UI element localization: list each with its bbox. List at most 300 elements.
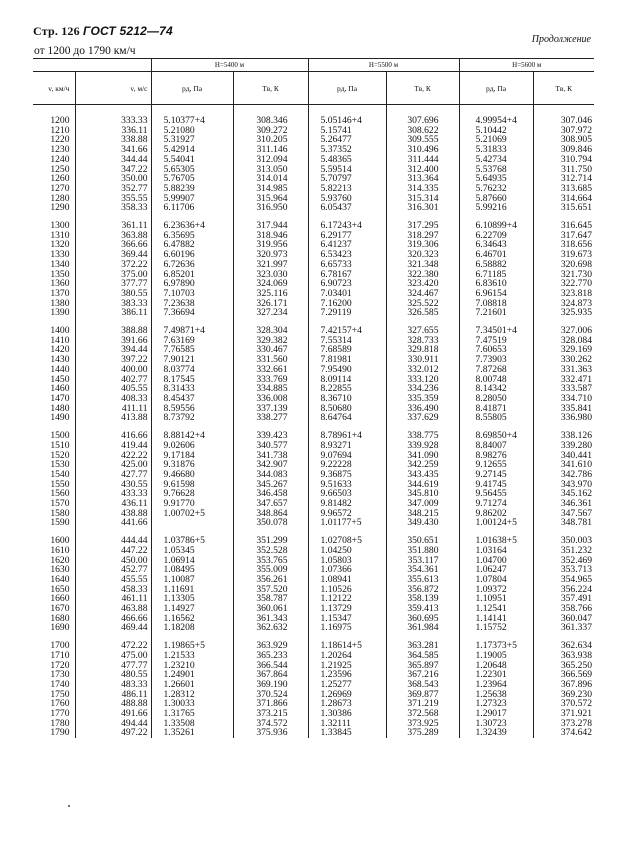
table-cell: 315.651 xyxy=(533,203,594,213)
table-cell: 356.224 xyxy=(533,585,594,595)
table-body xyxy=(33,105,594,739)
table-cell: 6.71185 xyxy=(459,270,533,280)
table-row xyxy=(33,240,594,250)
table-cell: 5.93760 xyxy=(308,194,386,204)
table-cell: 388.88 xyxy=(75,326,151,336)
table-cell: 8.69850+4 xyxy=(459,431,533,441)
table-row xyxy=(33,661,594,671)
table-row xyxy=(33,174,594,184)
table-row xyxy=(33,270,594,280)
table-cell: 7.23638 xyxy=(151,299,233,309)
table-row xyxy=(33,556,594,566)
table-cell: 1700 xyxy=(50,640,70,652)
table-cell: 1220 xyxy=(50,134,70,146)
table-cell: 1.08941 xyxy=(308,575,386,585)
table-cell: 1.28312 xyxy=(151,690,233,700)
col-t3: Tв, К xyxy=(533,72,594,105)
table-cell: 373.278 xyxy=(533,719,594,729)
table-cell: 367.896 xyxy=(533,680,594,690)
table-cell: 327.006 xyxy=(533,326,594,336)
table-row xyxy=(33,489,594,499)
table-cell: 1570 xyxy=(50,498,70,510)
group-h5400: H=5400 м xyxy=(151,59,308,72)
table-cell: 1620 xyxy=(50,554,70,566)
table-cell: 8.73792 xyxy=(151,413,233,423)
table-cell: 7.81981 xyxy=(308,355,386,365)
table-cell: 488.88 xyxy=(75,699,151,709)
table-cell: 1540 xyxy=(50,468,70,480)
table-cell: 369.190 xyxy=(233,680,308,690)
table-cell: 334.885 xyxy=(233,384,308,394)
table-cell: 335.841 xyxy=(533,404,594,414)
table-cell: 5.31833 xyxy=(459,145,533,155)
table-cell: 366.569 xyxy=(533,670,594,680)
table-cell: 1750 xyxy=(50,688,70,700)
table-cell: 436.11 xyxy=(75,499,151,509)
table-cell: 5.15741 xyxy=(308,126,386,136)
table-cell: 9.76628 xyxy=(151,489,233,499)
table-cell: 377.77 xyxy=(75,279,151,289)
table-cell: 333.33 xyxy=(75,116,151,126)
table-cell: 483.33 xyxy=(75,680,151,690)
table-cell: 7.21601 xyxy=(459,308,533,318)
table-cell: 318.656 xyxy=(533,240,594,250)
table-cell: 9.46680 xyxy=(151,470,233,480)
table-cell: 1.20648 xyxy=(459,661,533,671)
table-cell: 6.34643 xyxy=(459,240,533,250)
table-cell: 355.613 xyxy=(386,575,459,585)
table-cell: 408.33 xyxy=(75,394,151,404)
table-cell: 1.09372 xyxy=(459,585,533,595)
table-cell: 9.71274 xyxy=(459,499,533,509)
table-cell: 8.59556 xyxy=(151,404,233,414)
table-row xyxy=(33,404,594,414)
col-p3: pд, Па xyxy=(459,72,533,105)
table-cell: 308.905 xyxy=(533,135,594,145)
table-cell: 1.05803 xyxy=(308,556,386,566)
table-row xyxy=(33,546,594,556)
table-cell: 7.42157+4 xyxy=(308,326,386,336)
table-cell: 1360 xyxy=(50,278,70,290)
table-row xyxy=(33,116,594,126)
table-cell: 6.85201 xyxy=(151,270,233,280)
table-cell: 371.921 xyxy=(533,709,594,719)
table-cell: 336.490 xyxy=(386,404,459,414)
table-cell: 394.44 xyxy=(75,345,151,355)
table-cell: 324.467 xyxy=(386,289,459,299)
table-cell: 1350 xyxy=(50,268,70,280)
group-h5500: H=5500 м xyxy=(308,59,459,72)
table-cell: 9.66503 xyxy=(308,489,386,499)
table-cell: 362.632 xyxy=(233,623,308,633)
table-row xyxy=(33,623,594,633)
table-cell: 327.234 xyxy=(233,308,308,318)
table-cell: 333.120 xyxy=(386,375,459,385)
table-row xyxy=(33,451,594,461)
table-cell: 1.21533 xyxy=(151,651,233,661)
table-cell: 1.03164 xyxy=(459,546,533,556)
table-cell: 1.18208 xyxy=(151,623,233,633)
table-cell: 316.950 xyxy=(233,203,308,213)
table-cell: 5.64935 xyxy=(459,174,533,184)
table-cell: 6.46701 xyxy=(459,250,533,260)
table-cell: 1310 xyxy=(50,229,70,241)
table-cell: 1650 xyxy=(50,583,70,595)
table-cell: 348.781 xyxy=(533,518,594,528)
table-cell: 472.22 xyxy=(75,641,151,651)
table-cell: 5.10377+4 xyxy=(151,116,233,126)
table-row xyxy=(33,231,594,241)
table-cell: 1670 xyxy=(50,603,70,615)
table-cell: 307.972 xyxy=(533,126,594,136)
table-row xyxy=(33,365,594,375)
table-cell: 7.95490 xyxy=(308,365,386,375)
table-cell: 1.33508 xyxy=(151,719,233,729)
table-cell: 367.864 xyxy=(233,670,308,680)
table-cell: 324.069 xyxy=(233,279,308,289)
table-cell: 9.36875 xyxy=(308,470,386,480)
table-cell: 1440 xyxy=(50,363,70,375)
table-cell: 1.04250 xyxy=(308,546,386,556)
table-cell: 338.775 xyxy=(386,431,459,441)
table-cell: 8.03774 xyxy=(151,365,233,375)
table-cell: 477.77 xyxy=(75,661,151,671)
table-cell: 336.008 xyxy=(233,394,308,404)
table-row xyxy=(33,728,594,738)
table-cell: 370.572 xyxy=(533,699,594,709)
table-cell: 323.420 xyxy=(386,279,459,289)
table-cell: 7.16200 xyxy=(308,299,386,309)
table-row xyxy=(33,614,594,624)
table-cell: 441.66 xyxy=(75,518,151,528)
table-cell: 343.970 xyxy=(533,480,594,490)
table-cell: 1.14141 xyxy=(459,614,533,624)
table-row xyxy=(33,441,594,451)
table-cell: 8.78961+4 xyxy=(308,431,386,441)
table-cell: 336.11 xyxy=(75,126,151,136)
table-row xyxy=(33,155,594,165)
table-cell: 1690 xyxy=(50,622,70,634)
table-cell: 6.47882 xyxy=(151,240,233,250)
table-row xyxy=(33,431,594,441)
table-cell: 1240 xyxy=(50,153,70,165)
col-t2: Tв, К xyxy=(386,72,459,105)
table-cell: 1.20264 xyxy=(308,651,386,661)
table-cell: 366.544 xyxy=(233,661,308,671)
table-cell: 8.00748 xyxy=(459,375,533,385)
table-cell: 1.21925 xyxy=(308,661,386,671)
table-cell: 367.216 xyxy=(386,670,459,680)
table-cell: 363.281 xyxy=(386,641,459,651)
table-cell: 6.22709 xyxy=(459,231,533,241)
table-cell: 1.03786+5 xyxy=(151,536,233,546)
table-cell: 7.36694 xyxy=(151,308,233,318)
table-cell: 1.06914 xyxy=(151,556,233,566)
table-cell: 9.61598 xyxy=(151,480,233,490)
table-cell: 333.769 xyxy=(233,375,308,385)
table-cell: 9.91770 xyxy=(151,499,233,509)
table-cell: 314.985 xyxy=(233,184,308,194)
table-cell: 1.14927 xyxy=(151,604,233,614)
table-cell: 6.97890 xyxy=(151,279,233,289)
table-cell: 1290 xyxy=(50,202,70,214)
table-cell: 356.872 xyxy=(386,585,459,595)
table-cell: 373.215 xyxy=(233,709,308,719)
table-cell: 1790 xyxy=(50,727,70,739)
col-p2: pд, Па xyxy=(308,72,386,105)
table-cell: 7.03401 xyxy=(308,289,386,299)
table-cell: 329.169 xyxy=(533,345,594,355)
table-row xyxy=(33,680,594,690)
table-cell: 7.10703 xyxy=(151,289,233,299)
table-cell: 1720 xyxy=(50,659,70,671)
table-cell: 309.272 xyxy=(233,126,308,136)
table-cell: 7.49871+4 xyxy=(151,326,233,336)
table-cell: 307.696 xyxy=(386,116,459,126)
table-cell: 5.21069 xyxy=(459,135,533,145)
table-cell: 338.126 xyxy=(533,431,594,441)
table-cell: 354.361 xyxy=(386,565,459,575)
table-cell: 310.794 xyxy=(533,155,594,165)
table-cell: 347.567 xyxy=(533,509,594,519)
table-cell: 6.96154 xyxy=(459,289,533,299)
table-cell: 365.250 xyxy=(533,661,594,671)
table-row xyxy=(33,470,594,480)
table-cell: 359.413 xyxy=(386,604,459,614)
table-row xyxy=(33,690,594,700)
table-cell: 375.00 xyxy=(75,270,151,280)
table-cell: 405.55 xyxy=(75,384,151,394)
table-cell: 1480 xyxy=(50,402,70,414)
table-cell: 6.41237 xyxy=(308,240,386,250)
table-row xyxy=(33,289,594,299)
table-cell: 400.00 xyxy=(75,365,151,375)
table-cell: 1.22301 xyxy=(459,670,533,680)
table-cell: 322.380 xyxy=(386,270,459,280)
table-cell: 9.41745 xyxy=(459,480,533,490)
table-row xyxy=(33,165,594,175)
table-cell: 8.84007 xyxy=(459,441,533,451)
table-cell: 321.997 xyxy=(233,260,308,270)
table-cell: 1.13729 xyxy=(308,604,386,614)
table-cell: 1.02708+5 xyxy=(308,536,386,546)
table-cell: 328.304 xyxy=(233,326,308,336)
table-cell: 328.733 xyxy=(386,336,459,346)
table-cell: 1.10951 xyxy=(459,594,533,604)
table-cell: 347.22 xyxy=(75,165,151,175)
table-cell: 350.078 xyxy=(233,518,308,528)
table-cell: 5.26477 xyxy=(308,135,386,145)
table-cell: 330.467 xyxy=(233,345,308,355)
table-row xyxy=(33,670,594,680)
table-cell: 1.26969 xyxy=(308,690,386,700)
table-cell: 1.30033 xyxy=(151,699,233,709)
table-cell: 6.53423 xyxy=(308,250,386,260)
table-cell: 316.645 xyxy=(533,221,594,231)
table-cell: 361.984 xyxy=(386,623,459,633)
table-cell: 5.87660 xyxy=(459,194,533,204)
table-cell: 347.009 xyxy=(386,499,459,509)
table-cell: 6.60196 xyxy=(151,250,233,260)
table-cell: 350.003 xyxy=(533,536,594,546)
table-cell: 1.10526 xyxy=(308,585,386,595)
table-cell: 363.929 xyxy=(233,641,308,651)
table-cell: 311.146 xyxy=(233,145,308,155)
table-cell: 316.301 xyxy=(386,203,459,213)
table-cell: 370.524 xyxy=(233,690,308,700)
table-row xyxy=(33,536,594,546)
table-cell: 7.73903 xyxy=(459,355,533,365)
table-cell: 1280 xyxy=(50,192,70,204)
table-cell: 9.27145 xyxy=(459,470,533,480)
table-cell: 325.116 xyxy=(233,289,308,299)
range-label: от 1200 до 1790 км/ч xyxy=(34,45,136,57)
table-cell: 9.02606 xyxy=(151,441,233,451)
table-cell: 358.33 xyxy=(75,203,151,213)
table-cell: 353.765 xyxy=(233,556,308,566)
table-cell: 1520 xyxy=(50,449,70,461)
table-cell: 5.82213 xyxy=(308,184,386,194)
table-cell: 1470 xyxy=(50,392,70,404)
table-row xyxy=(33,184,594,194)
table-cell: 340.577 xyxy=(233,441,308,451)
table-cell: 313.685 xyxy=(533,184,594,194)
table-cell: 397.22 xyxy=(75,355,151,365)
table-cell: 343.435 xyxy=(386,470,459,480)
table-cell: 331.363 xyxy=(533,365,594,375)
table-cell: 8.09114 xyxy=(308,375,386,385)
table-cell: 369.877 xyxy=(386,690,459,700)
table-row xyxy=(33,336,594,346)
table-cell: 1.16975 xyxy=(308,623,386,633)
table-cell: 1490 xyxy=(50,412,70,424)
table-cell: 330.911 xyxy=(386,355,459,365)
table-cell: 491.66 xyxy=(75,709,151,719)
table-cell: 433.33 xyxy=(75,489,151,499)
stray-mark xyxy=(68,805,70,807)
table-cell: 1.26601 xyxy=(151,680,233,690)
table-cell: 5.99907 xyxy=(151,194,233,204)
table-cell: 9.12655 xyxy=(459,460,533,470)
table-cell: 317.647 xyxy=(533,231,594,241)
table-cell: 458.33 xyxy=(75,585,151,595)
table-cell: 1.32111 xyxy=(308,719,386,729)
table-cell: 8.45437 xyxy=(151,394,233,404)
table-cell: 371.219 xyxy=(386,699,459,709)
table-cell: 363.88 xyxy=(75,231,151,241)
table-cell: 6.72636 xyxy=(151,260,233,270)
table-cell: 327.655 xyxy=(386,326,459,336)
table-cell: 1.24901 xyxy=(151,670,233,680)
table-cell: 349.430 xyxy=(386,518,459,528)
table-cell: 1740 xyxy=(50,678,70,690)
table-cell: 1.27323 xyxy=(459,699,533,709)
table-cell: 6.29177 xyxy=(308,231,386,241)
table-cell: 6.65733 xyxy=(308,260,386,270)
table-cell: 334.236 xyxy=(386,384,459,394)
table-cell: 1210 xyxy=(50,124,70,136)
table-cell: 1460 xyxy=(50,383,70,395)
table-cell: 1.13305 xyxy=(151,594,233,604)
table-cell: 363.938 xyxy=(533,651,594,661)
table-cell: 318.946 xyxy=(233,231,308,241)
table-cell: 329.382 xyxy=(233,336,308,346)
table-cell: 353.117 xyxy=(386,556,459,566)
table-row xyxy=(33,594,594,604)
table-cell: 7.68589 xyxy=(308,345,386,355)
table-cell: 339.423 xyxy=(233,431,308,441)
table-cell: 5.42734 xyxy=(459,155,533,165)
table-cell: 346.361 xyxy=(533,499,594,509)
table-row xyxy=(33,480,594,490)
table-row xyxy=(33,375,594,385)
table-cell: 333.587 xyxy=(533,384,594,394)
table-cell: 5.59514 xyxy=(308,165,386,175)
table-cell: 8.14342 xyxy=(459,384,533,394)
gost-number: ГОСТ 5212—74 xyxy=(83,24,173,38)
table-cell: 369.44 xyxy=(75,250,151,260)
table-cell: 364.585 xyxy=(386,651,459,661)
table-cell: 1.07804 xyxy=(459,575,533,585)
table-cell: 4.99954+4 xyxy=(459,116,533,126)
table-cell: 329.818 xyxy=(386,345,459,355)
table-cell: 369.230 xyxy=(533,690,594,700)
table-cell: 344.619 xyxy=(386,480,459,490)
table-cell: 8.28050 xyxy=(459,394,533,404)
table-cell: 447.22 xyxy=(75,546,151,556)
table-cell: 331.560 xyxy=(233,355,308,365)
table-cell: 1760 xyxy=(50,698,70,710)
table-cell: 321.730 xyxy=(533,270,594,280)
table-cell: 8.64764 xyxy=(308,413,386,423)
table-cell: 7.76585 xyxy=(151,345,233,355)
table-cell: 7.29119 xyxy=(308,308,386,318)
table-cell: 1270 xyxy=(50,182,70,194)
table-cell: 1590 xyxy=(50,517,70,529)
table-cell: 5.54041 xyxy=(151,155,233,165)
table-cell: 1420 xyxy=(50,344,70,356)
table-cell: 357.520 xyxy=(233,585,308,595)
table-row xyxy=(33,565,594,575)
table-cell: 347.657 xyxy=(233,499,308,509)
table-cell: 1.19865+5 xyxy=(151,641,233,651)
table-row xyxy=(33,308,594,318)
table-cell: 1.00124+5 xyxy=(459,518,533,528)
table-row xyxy=(33,413,594,423)
table-cell: 353.713 xyxy=(533,565,594,575)
table-cell: 354.965 xyxy=(533,575,594,585)
table-cell: 1610 xyxy=(50,544,70,556)
table-cell: 328.084 xyxy=(533,336,594,346)
table-cell: 340.441 xyxy=(533,451,594,461)
table-cell: 334.710 xyxy=(533,394,594,404)
table-cell: 1600 xyxy=(50,535,70,547)
table-cell: 320.698 xyxy=(533,260,594,270)
table-cell: 352.528 xyxy=(233,546,308,556)
table-cell: 1.10087 xyxy=(151,575,233,585)
table-cell: 8.41871 xyxy=(459,404,533,414)
table-cell: 308.346 xyxy=(233,116,308,126)
table-cell: 348.864 xyxy=(233,509,308,519)
table-cell: 1.29017 xyxy=(459,709,533,719)
table-cell: 366.66 xyxy=(75,240,151,250)
table-cell: 1300 xyxy=(50,220,70,232)
table-cell: 346.458 xyxy=(233,489,308,499)
table-cell: 1640 xyxy=(50,573,70,585)
table-cell: 5.48365 xyxy=(308,155,386,165)
table-cell: 6.90723 xyxy=(308,279,386,289)
table-cell: 355.55 xyxy=(75,194,151,204)
